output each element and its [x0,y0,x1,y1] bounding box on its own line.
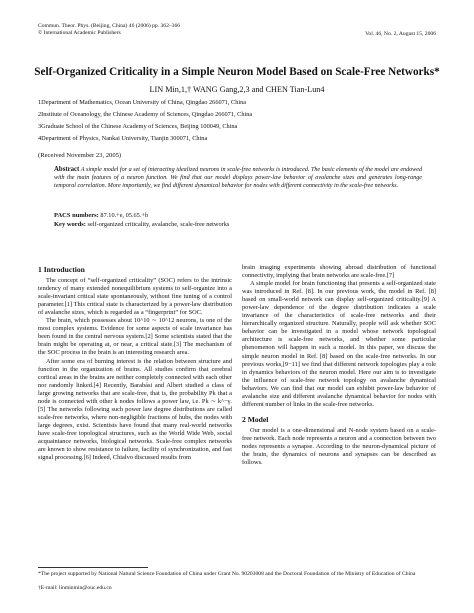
keywords-label: Key words: [54,221,86,228]
paragraph: After some era of burning interest is the relation between structure and function in the organization of brains. All studies confirm that cerebral cortical areas in the brains are neither completely connected with each other nor randomly linked.[4] Recently, Barabási and Albert studied a class of large growing networks that are scale-free, that is, the probability Pk that a node is connected with other k nodes follows a power law, i.e. Pk ∼ k^−γ.[5] The networks following such power law degree distributions are called scale-free networks, where non-negligible fractions of hubs, the nodes with large degrees, exist. Scientists have found that many real-world networks have scale-free topological structures, such as the World Wide Web, social acquaintance networks, biological networks. Scale-free complex networks are known to show resistance to failure, facility of synchronization, and fast signal processing.[6] Indeed, Chialvo discussed results from [38,357,232,462]
affiliation-2: 2Institute of Oceanology, the Chinese Academy of Sciences, Qingdao 266071, China [38,111,253,118]
section-heading-introduction: 1 Introduction [38,265,85,274]
affiliation-3: 3Graduate School of the Chinese Academy of Sciences, Beijing 100049, China [38,123,238,130]
section-heading-model: 2 Model [242,414,269,424]
running-header-left [38,23,180,38]
paragraph: The concept of “self-organized criticality” (SOC) refers to the intrinsic tendency of many extended nonequilibrium systems to self-organize into a scale-invariant critical state spontaneously, without fine tuning of a control parameter.[1] This critical state is characterized by a power-law distribution of avalanche sizes, which is regarded as a “fingerprint” for SOC. [38,277,232,317]
pacs-label: PACS numbers: [54,212,99,219]
volume-line: Vol. 46, No. 2, August 15, 2006 [365,30,436,37]
footnote-rule [38,567,148,568]
footnote-funding: *The project supported by National Natural Science Foundation of China under Grant No. 90203008 and the Doctoral Foundation of the Ministry of Education of China [38,571,416,577]
affiliation-4: 4Department of Physics, Nankai University, Tianjin 300071, China [38,135,208,142]
paragraph: Our model is a one-dimensional and N-node system based on a scale-free network. Each node represents a neuron and a connection between two nodes represents a synapse. According to the neuron-dynamical picture of the brain, the dynamics of neurons and synapses can be described as follows. [242,426,436,467]
abstract-label: Abstract [54,166,80,173]
pacs-value: 87.10.+e, 05.65.+b [100,212,149,219]
right-column [242,264,436,467]
keywords-value: self-organized criticality, avalanche, scale-free networks [87,221,230,228]
abstract [54,166,422,191]
left-column [38,266,232,462]
paragraph: brain imaging experiments showing abroad distribution of functional connectivity, implying that brain networks are scale-free.[7] [242,264,436,280]
pacs-line [54,212,422,220]
paper-title: Self-Organized Criticality in a Simple Neuron Model Based on Scale-Free Networks* [34,66,440,78]
paragraph: A simple model for brain functioning that presents a self-organized state was introduced in Ref. [8]. In our previous work, the model in Ref. [8] based on small-world network can display self-organized criticality.[9] A power-law dependence of the degree distribution indicates a scale invariance of the characteristics of scale-free networks and their hierarchically organized structure. Naturally, people will ask whether SOC behavior can be investigated in a model whose network topological architecture is scale-free networks, and whether some particular phenomenon will happen in such a model. In this paper, we discuss the simple neuron model in Ref. [8] based on the scale-free networks. In our previous works,[9−11] we find that different network topologies play a role in dynamics behaviors of the neuron model. Here our aim is to investigate the influence of scale-free network topology on avalanche dynamical behaviors. We can find that our model can exhibit power-law behavior of avalanche size and different avalanche dynamical behavior for nodes with different number of links in the scale-free networks. [242,280,436,408]
author-list: LIN Min,1,† WANG Gang,2,3 and CHEN Tian-Lun4 [149,85,325,94]
journal-citation: Commun. Theor. Phys. (Beijing, China) 46 (2006) pp. 362–366 [38,23,181,29]
received-date: (Received November 23, 2005) [38,152,122,159]
keywords-line [54,221,422,229]
paragraph: The brain, which possesses about 10^10 ∼ 10^12 neurons, is one of the most complex systems. Evidence for some aspects of scale invariance has been found in the central nervous system.[2] Some scientists stated that the brain might be operating at, or near, a critical state.[3] The mechanism of the SOC process in the brain is an interesting research area. [38,317,232,357]
publisher-line: © International Academic Publishers [38,30,121,37]
affiliation-1: 1Department of Mathematics, Ocean University of China, Qingdao 266071, China [38,99,247,106]
footnote-email: †E-mail: linminmin@ouc.edu.cn [38,585,112,591]
abstract-text: A simple model for a set of interacting idealized neurons in scale-free networks is introduced. The basic elements of the model are endowed with the main features of a neuron function. We find that our model displays power-law behavior of avalanche sizes and generates long-range temporal correlation. More importantly, we find different dynamical behavior for nodes with different connectivity in the scale-free networks. [54,167,422,189]
